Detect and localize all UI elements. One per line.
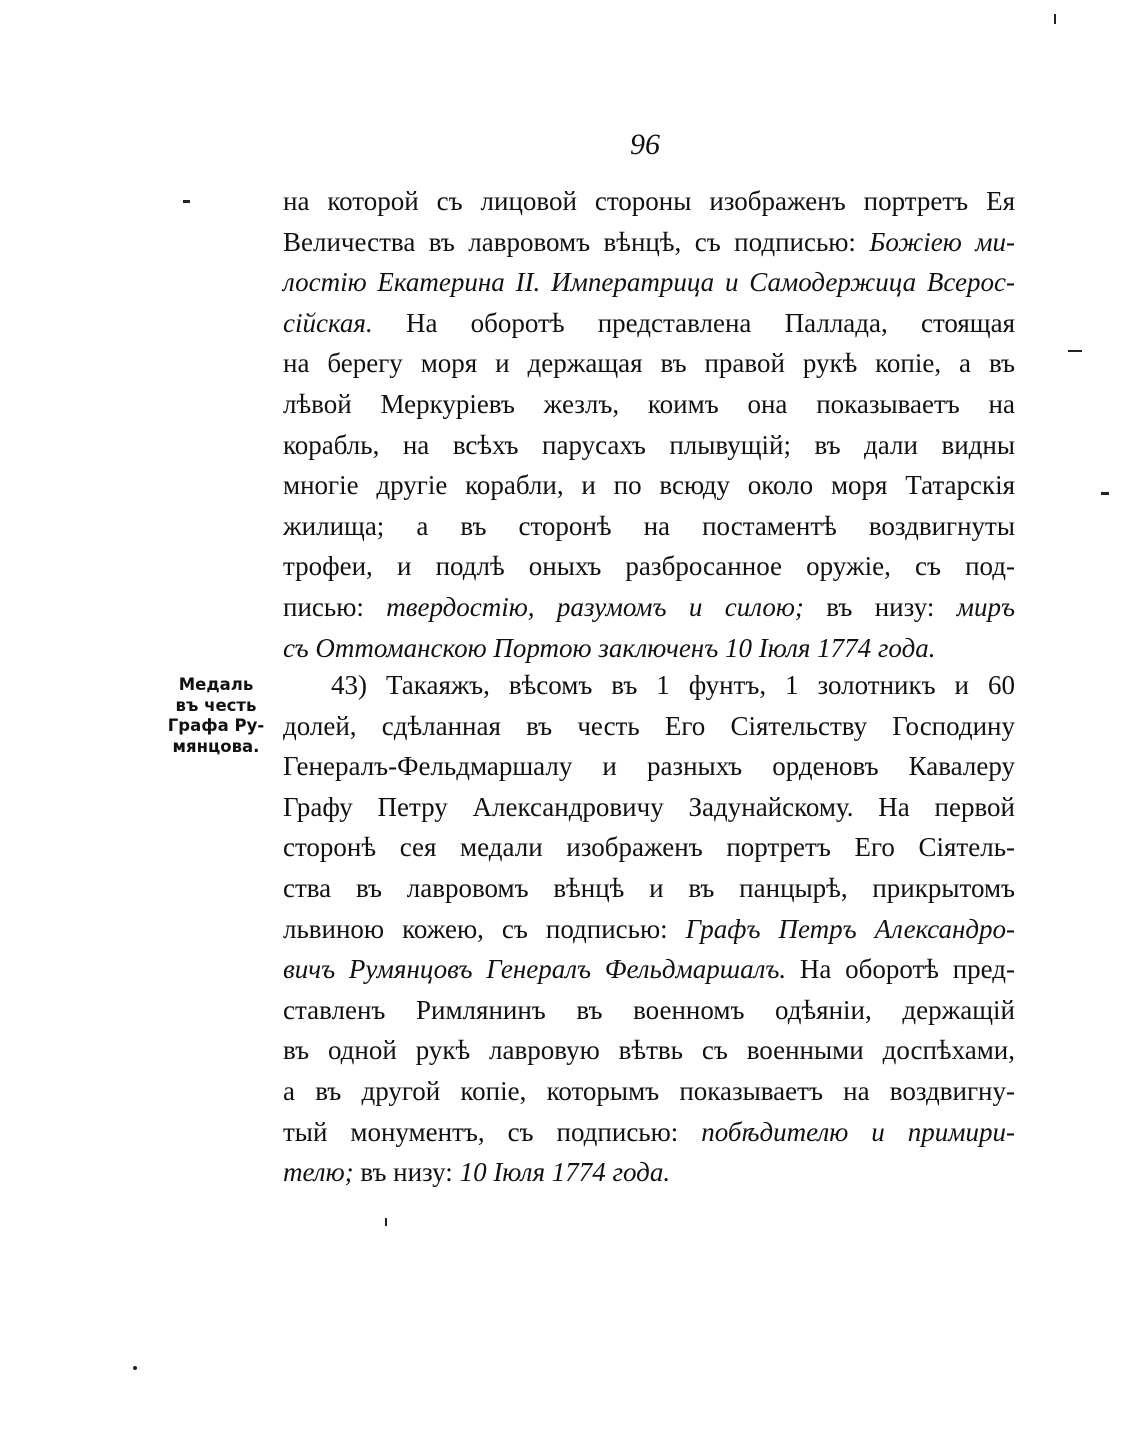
text-line: на которой съ лицовой стороны изображенъ портретъ Ея bbox=[283, 186, 1015, 216]
margin-note-line: Графа Ру- bbox=[167, 716, 265, 735]
text-line: корабль, на всѣхъ парусахъ плывущій; въ дали видны bbox=[283, 429, 1015, 460]
text-line: Графу Петру Александровичу Задунайскому. На первой bbox=[283, 791, 1015, 822]
text-line: Величества въ лавровомъ вѣнцѣ, съ подписью: Божіею ми- bbox=[283, 226, 1015, 257]
text-line: многіе другіе корабли, и по всюду около моря Татарскія bbox=[283, 470, 1015, 501]
text-line: Генералъ-Фельдмаршалу и разныхъ орденовъ Кавалеру bbox=[283, 751, 1015, 782]
margin-note-line: въ честь bbox=[175, 695, 257, 715]
text-line: вичъ Румянцовъ Генералъ Фельдмаршалъ. На оборотѣ пред- bbox=[283, 954, 1015, 985]
text-line: жилища; а въ сторонѣ на постаментѣ воздвигнуты bbox=[283, 510, 1015, 541]
text-line: львиною кожею, съ подписью: Графъ Петръ Александро- bbox=[283, 913, 1015, 944]
text-line: съ Оттоманскою Портою заключенъ 10 Іюля 1774 года. bbox=[283, 632, 936, 663]
text-line: а въ другой копіе, которымъ показываетъ на воздвигну- bbox=[283, 1075, 1015, 1106]
text-line: въ одной рукѣ лавровую вѣтвь съ военными доспѣхами, bbox=[283, 1035, 1015, 1066]
text-line: ства въ лавровомъ вѣнцѣ и въ панцырѣ, прикрытомъ bbox=[283, 872, 1015, 903]
scan-speck bbox=[385, 1218, 387, 1226]
main-text-block-2 bbox=[283, 665, 1015, 1193]
page-number: 96 bbox=[630, 128, 660, 161]
margin-note-line: мянцова. bbox=[172, 736, 260, 756]
text-line: трофеи, и подлѣ оныхъ разбросанное оружіе, съ под- bbox=[283, 551, 1015, 582]
text-line: лостію Екатерина II. Императрица и Самодержица Всерос- bbox=[283, 267, 1015, 298]
text-line: 43) Такаяжъ, вѣсомъ въ 1 фунтъ, 1 золотникъ и 60 bbox=[331, 670, 1015, 700]
main-text-block-1 bbox=[283, 181, 1015, 668]
text-line: телю; въ низу: 10 Іюля 1774 года. bbox=[283, 1157, 671, 1188]
text-line: лѣвой Меркуріевъ жезлъ, коимъ она показываетъ на bbox=[283, 388, 1015, 419]
scan-speck bbox=[133, 1366, 137, 1370]
margin-note-line: Медаль bbox=[178, 675, 254, 694]
scan-speck bbox=[1068, 350, 1082, 352]
text-line: писью: твердостію, разумомъ и силою; въ низу: миръ bbox=[283, 591, 1016, 622]
text-line: сійская. На оборотѣ представлена Паллада, стоящая bbox=[283, 307, 1015, 338]
scan-speck bbox=[183, 200, 190, 203]
scan-speck bbox=[1054, 14, 1056, 24]
text-line: ставленъ Римлянинъ въ военномъ одѣяніи, держащій bbox=[283, 994, 1015, 1025]
text-line: тый монументъ, съ подписью: побѣдителю и примири- bbox=[283, 1116, 1015, 1147]
text-line: сторонѣ сея медали изображенъ портретъ Его Сіятель- bbox=[283, 832, 1015, 863]
text-line: долей, сдѣланная въ честь Его Сіятельству Господину bbox=[283, 710, 1015, 741]
margin-note bbox=[160, 675, 272, 757]
text-line: на берегу моря и держащая въ правой рукѣ копіе, а въ bbox=[283, 348, 1015, 379]
scan-speck bbox=[1101, 492, 1109, 495]
